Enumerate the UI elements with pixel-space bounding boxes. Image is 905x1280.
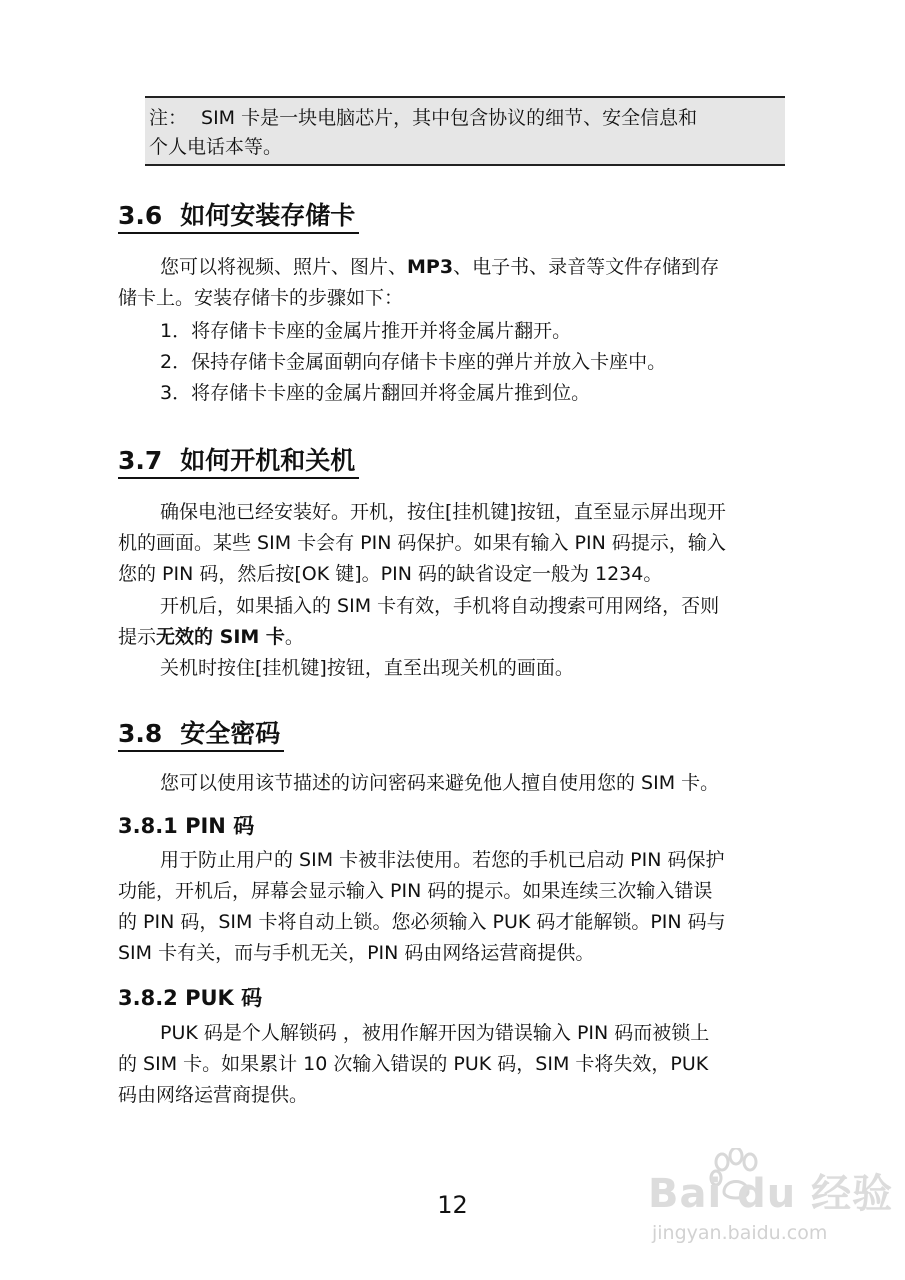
page-number: 12 [437, 1191, 468, 1219]
watermark-logo: Bai du 经验 [648, 1171, 894, 1217]
paragraph-line: 机的画面。某些 SIM 卡会有 PIN 码保护。如果有输入 PIN 码提示，输入 [118, 532, 726, 554]
note-line-1 [149, 104, 781, 133]
paragraph-line: SIM 卡有关，而与手机无关，PIN 码由网络运营商提供。 [118, 942, 595, 964]
paragraph-line: 功能，开机后，屏幕会显示输入 PIN 码的提示。如果连续三次输入错误 [118, 880, 713, 902]
watermark-url: jingyan.baidu.com [652, 1222, 828, 1244]
section-number: 3.8 [118, 719, 163, 748]
paragraph-line: 的 PIN 码，SIM 卡将自动上锁。您必须输入 PUK 码才能解锁。PIN 码与 [118, 911, 726, 933]
paragraph-line [160, 253, 719, 281]
paragraph-line: 储卡上。安装存储卡的步骤如下： [118, 287, 404, 309]
note-text-1: SIM 卡是一块电脑芯片，其中包含协议的细节、安全信息和 [201, 107, 698, 129]
section-heading-3-7 [118, 445, 359, 479]
paragraph-line: 开机后，如果插入的 SIM 卡有效，手机将自动搜索可用网络，否则 [160, 595, 720, 617]
note-label: 注： [149, 107, 188, 129]
paragraph-line: 的 SIM 卡。如果累计 10 次输入错误的 PUK 码，SIM 卡将失效，PUK [118, 1053, 709, 1075]
paragraph-line: 您可以使用该节描述的访问密码来避免他人擅自使用您的 SIM 卡。 [160, 772, 720, 794]
section-number: 3.7 [118, 446, 163, 475]
subsection-heading-puk: 3.8.2 PUK 码 [118, 986, 263, 1010]
text-run: 提示 [118, 626, 157, 648]
paragraph-line [118, 623, 304, 651]
text-run: 、电子书、录音等文件存储到存 [453, 256, 720, 278]
section-heading-3-8 [118, 718, 284, 752]
text-run: 。 [284, 626, 304, 648]
section-title: 安全密码 [180, 719, 281, 748]
text-run: 您可以将视频、照片、图片、 [160, 256, 408, 278]
step-item: 2．保持存储卡金属面朝向存储卡卡座的弹片并放入卡座中。 [160, 351, 667, 373]
note-line-2: 个人电话本等。 [149, 136, 283, 158]
text-run-bold: MP3 [407, 256, 454, 278]
paragraph-line: 您的 PIN 码，然后按[OK 键]。PIN 码的缺省设定一般为 1234。 [118, 563, 663, 585]
paragraph-line: 确保电池已经安装好。开机，按住[挂机键]按钮，直至显示屏出现开 [160, 501, 726, 523]
section-number: 3.6 [118, 201, 163, 230]
subsection-heading-pin: 3.8.1 PIN 码 [118, 814, 255, 838]
paragraph-line: 用于防止用户的 SIM 卡被非法使用。若您的手机已启动 PIN 码保护 [160, 849, 725, 871]
section-title: 如何安装存储卡 [180, 201, 356, 230]
baidu-jingyan-watermark [648, 1148, 894, 1258]
note-box [145, 96, 785, 166]
step-item: 3．将存储卡卡座的金属片翻回并将金属片推到位。 [160, 382, 591, 404]
paragraph-line: 关机时按住[挂机键]按钮，直至出现关机的画面。 [160, 657, 574, 679]
paragraph-line: PUK 码是个人解锁码 ，被用作解开因为错误输入 PIN 码而被锁上 [160, 1022, 710, 1044]
section-heading-3-6 [118, 200, 359, 234]
section-title: 如何开机和关机 [180, 446, 356, 475]
step-item: 1．将存储卡卡座的金属片推开并将金属片翻开。 [160, 320, 572, 342]
text-run-bold: 无效的 SIM 卡 [156, 626, 285, 648]
paragraph-line: 码由网络运营商提供。 [118, 1084, 309, 1106]
